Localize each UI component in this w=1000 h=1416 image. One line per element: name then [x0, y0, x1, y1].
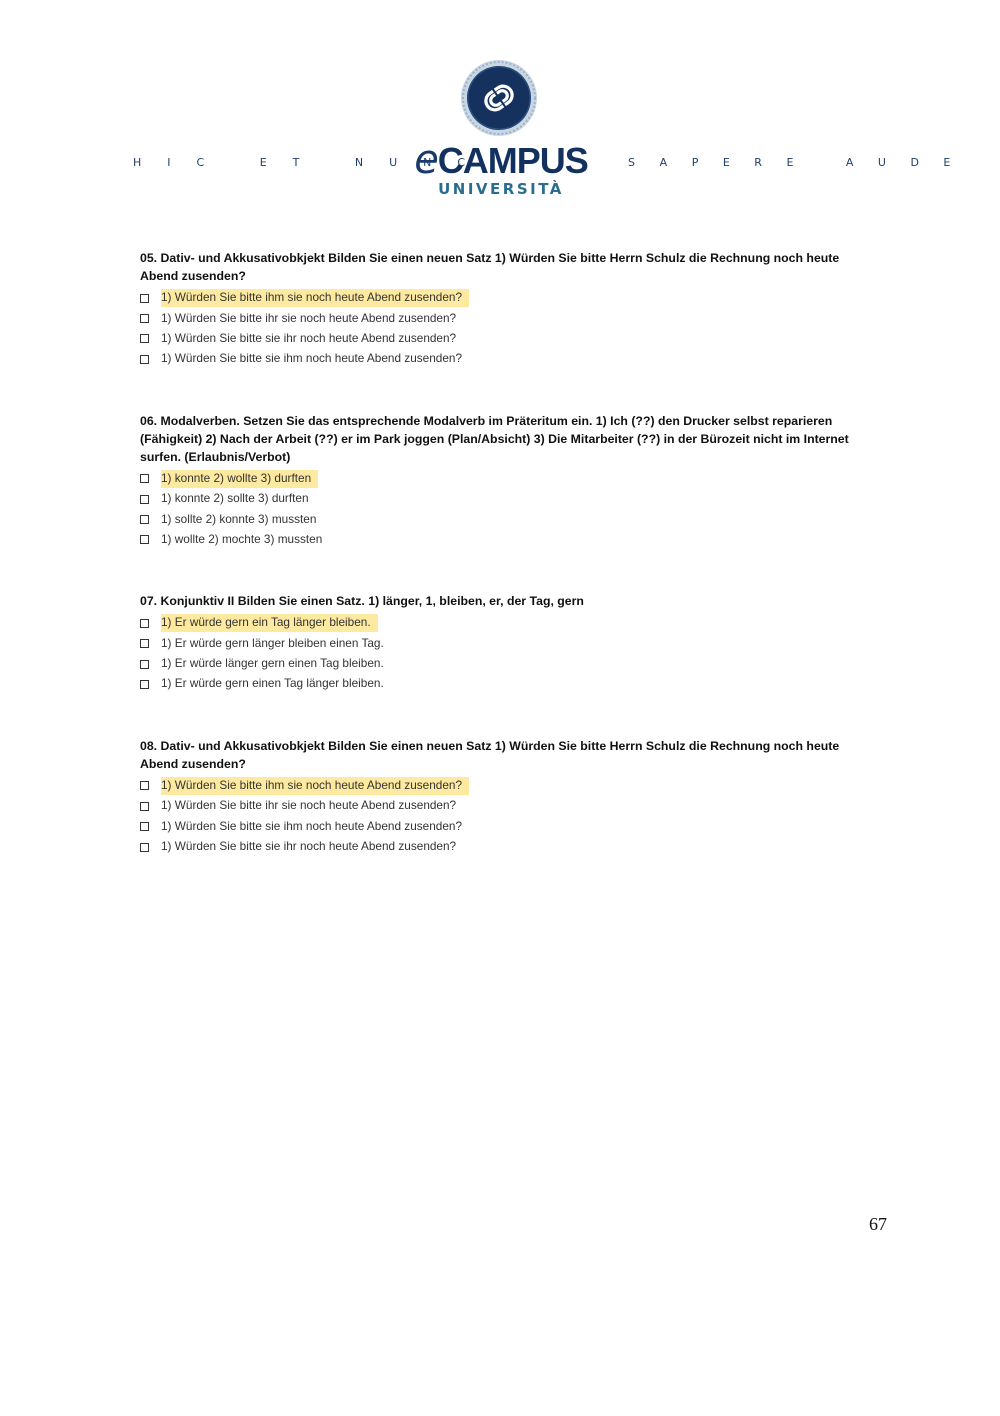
answer-option[interactable] — [140, 469, 852, 489]
answer-label: 1) Würden Sie bitte sie ihr noch heute Abend zusenden? — [161, 839, 457, 854]
answer-option[interactable] — [140, 816, 852, 836]
question-text: 05. Dativ- und Akkusativobkjekt Bilden Sie einen neuen Satz 1) Würden Sie bitte Herrn Schulz die Rechnung noch heute Abend zusenden? — [140, 251, 840, 283]
answer-option[interactable] — [140, 634, 852, 654]
answer-label: 1) konnte 2) sollte 3) durften — [161, 491, 309, 506]
checkbox[interactable] — [140, 495, 149, 504]
checkbox[interactable] — [140, 515, 149, 524]
question-05 — [140, 249, 852, 370]
answer-option[interactable] — [140, 288, 852, 308]
ecampus-seal-icon — [460, 59, 538, 137]
answer-label: 1) konnte 2) wollte 3) durften — [161, 470, 318, 488]
answer-label: 1) Er würde gern länger bleiben einen Tag. — [161, 635, 384, 650]
question-08 — [140, 737, 852, 858]
answer-option[interactable] — [140, 796, 852, 816]
checkbox[interactable] — [140, 781, 149, 790]
answer-label: 1) wollte 2) mochte 3) mussten — [161, 531, 323, 546]
checkbox[interactable] — [140, 843, 149, 852]
page-number: 67 — [869, 1214, 887, 1234]
brand-subtitle: UNIVERSITÀ — [438, 180, 564, 198]
question-text: 06. Modalverben. Setzen Sie das entsprechende Modalverb im Präteritum ein. 1) Ich (??) den Drucker selbst reparieren (Fähigkeit) 2) Nach der Arbeit (??) er im Park joggen (Plan/Absicht) 3) Die Mitarbeiter (??) in der Bürozeit nicht im Internet surfen. (Erlaubnis/Verbot) — [140, 413, 849, 464]
answer-label: 1) Würden Sie bitte ihr sie noch heute Abend zusenden? — [161, 310, 457, 325]
answer-label: 1) Er würde gern ein Tag länger bleiben. — [161, 614, 378, 632]
checkbox[interactable] — [140, 334, 149, 343]
answer-label: 1) Würden Sie bitte sie ihr noch heute Abend zusenden? — [161, 330, 457, 345]
checkbox[interactable] — [140, 355, 149, 364]
question-06 — [140, 412, 852, 551]
checkbox[interactable] — [140, 660, 149, 669]
checkbox[interactable] — [140, 314, 149, 323]
question-text: 07. Konjunktiv II Bilden Sie einen Satz. 1) länger, 1, bleiben, er, der Tag, gern — [140, 594, 584, 609]
question-07 — [140, 592, 852, 695]
answer-option[interactable] — [140, 509, 852, 529]
answer-option[interactable] — [140, 329, 852, 349]
checkbox[interactable] — [140, 294, 149, 303]
question-text: 08. Dativ- und Akkusativobkjekt Bilden Sie einen neuen Satz 1) Würden Sie bitte Herrn Schulz die Rechnung noch heute Abend zusenden? — [140, 738, 840, 771]
answer-label: 1) Würden Sie bitte ihm sie noch heute Abend zusenden? — [161, 289, 469, 307]
checkbox[interactable] — [140, 474, 149, 483]
answer-option[interactable] — [140, 308, 852, 328]
answer-label: 1) Würden Sie bitte ihm sie noch heute Abend zusenden? — [161, 777, 469, 795]
answer-label: 1) Er würde länger gern einen Tag bleiben. — [161, 656, 384, 671]
brand-name: eCAMPUS — [414, 137, 588, 183]
answer-option[interactable] — [140, 349, 852, 369]
answer-label: 1) sollte 2) konnte 3) mussten — [161, 511, 317, 526]
checkbox[interactable] — [140, 535, 149, 544]
answer-label: 1) Würden Sie bitte ihr sie noch heute Abend zusenden? — [161, 798, 457, 813]
answer-option[interactable] — [140, 776, 852, 796]
answer-option[interactable] — [140, 837, 852, 857]
checkbox[interactable] — [140, 680, 149, 689]
answer-label: 1) Würden Sie bitte sie ihm noch heute Abend zusenden? — [161, 351, 463, 366]
quiz-content — [140, 249, 852, 899]
checkbox[interactable] — [140, 639, 149, 648]
brand-logo — [408, 137, 594, 198]
checkbox[interactable] — [140, 619, 149, 628]
answer-label: 1) Würden Sie bitte sie ihm noch heute Abend zusenden? — [161, 818, 463, 833]
answer-option[interactable] — [140, 654, 852, 674]
answer-label: 1) Er würde gern einen Tag länger bleiben. — [161, 676, 384, 691]
checkbox[interactable] — [140, 822, 149, 831]
answer-option[interactable] — [140, 489, 852, 509]
checkbox[interactable] — [140, 802, 149, 811]
answer-option[interactable] — [140, 674, 852, 694]
answer-option[interactable] — [140, 613, 852, 633]
page-header — [0, 55, 1000, 205]
answer-option[interactable] — [140, 530, 852, 550]
motto-right: SAPERE AUDE — [628, 156, 975, 169]
motto-left: HIC ET NUNC — [133, 156, 492, 169]
